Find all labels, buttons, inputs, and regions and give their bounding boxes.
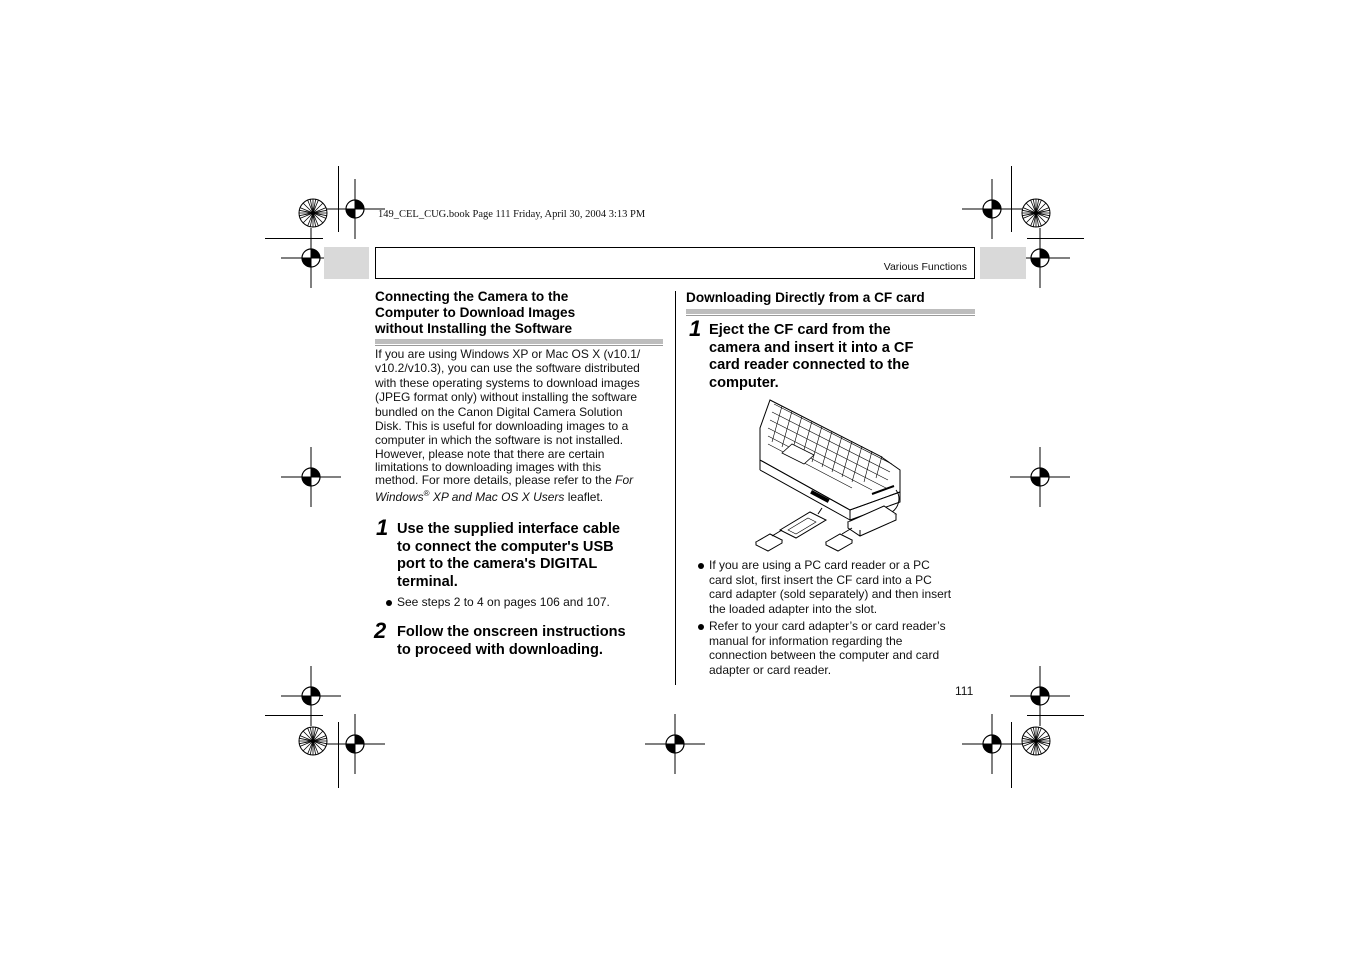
- right-section-title: Downloading Directly from a CF card: [686, 290, 925, 305]
- registration-mark-icon: [962, 714, 1022, 774]
- file-info: 149_CEL_CUG.book Page 111 Friday, April 30, 2004 3:13 PM: [378, 209, 646, 220]
- step-instruction: Follow the onscreen instructions to proceed with downloading.: [397, 624, 626, 658]
- thumb-tab: [980, 247, 1026, 279]
- section-label: Various Functions: [883, 261, 967, 273]
- title-rule: [686, 309, 975, 314]
- thumb-tab: [324, 247, 369, 279]
- left-section-title: Connecting the Camera to the Computer to Download Images without Installing the Software: [375, 289, 576, 336]
- bullet-icon: [386, 600, 392, 606]
- bullet-icon: [698, 624, 704, 630]
- registration-mark-icon: [1010, 447, 1070, 507]
- crop-mark: [1011, 722, 1012, 788]
- registration-mark-icon: [645, 714, 705, 774]
- laptop-cf-card-reader-illustration: [752, 398, 902, 556]
- note-card-reader: Refer to your card adapter’s or card reader’s manual for information regarding the connection between the computer and card adapter or card reader.: [709, 619, 946, 677]
- title-rule: [375, 339, 663, 344]
- step-number: 2: [374, 618, 387, 643]
- step-number: 1: [689, 316, 702, 341]
- crop-mark: [1011, 166, 1012, 232]
- crop-mark: [338, 722, 339, 788]
- color-rosette-icon: [298, 726, 328, 756]
- crop-mark: [1027, 715, 1084, 716]
- color-rosette-icon: [1021, 726, 1051, 756]
- page-header: [375, 247, 975, 279]
- intro-paragraph: If you are using Windows XP or Mac OS X (v10.1/ v10.2/v10.3), you can use the software distributed with these operating systems to download images (JPEG format only) without installing the software bundled on the Canon Digital Camera Solution Disk. This is useful for downloading images to a computer in which the software is not installed. However, please note that there are certain limitations to downloading images with this method. For more details, please refer to the For Windows® XP and Mac OS X Users leaflet.: [375, 347, 641, 504]
- note-pc-card: If you are using a PC card reader or a PC card slot, first insert the CF card into a PC card adapter (sold separately) and then insert the loaded adapter into the slot.: [709, 558, 952, 616]
- step-instruction: Use the supplied interface cable to connect the computer's USB port to the camera's DIGITAL terminal.: [397, 521, 621, 590]
- color-rosette-icon: [298, 198, 328, 228]
- title-rule: [686, 315, 975, 316]
- page-number: 111: [955, 684, 974, 698]
- bullet-icon: [698, 563, 704, 569]
- step-number: 1: [376, 515, 389, 540]
- crop-mark: [1027, 238, 1084, 239]
- step-instruction: Eject the CF card from the camera and insert it into a CF card reader connected to the computer.: [709, 322, 914, 391]
- color-rosette-icon: [1021, 198, 1051, 228]
- crop-mark: [338, 166, 339, 232]
- registration-mark-icon: [281, 447, 341, 507]
- title-rule: [375, 345, 663, 346]
- crop-mark: [265, 238, 323, 239]
- registration-mark-icon: [325, 714, 385, 774]
- crop-mark: [265, 715, 323, 716]
- step-note: See steps 2 to 4 on pages 106 and 107.: [397, 595, 610, 609]
